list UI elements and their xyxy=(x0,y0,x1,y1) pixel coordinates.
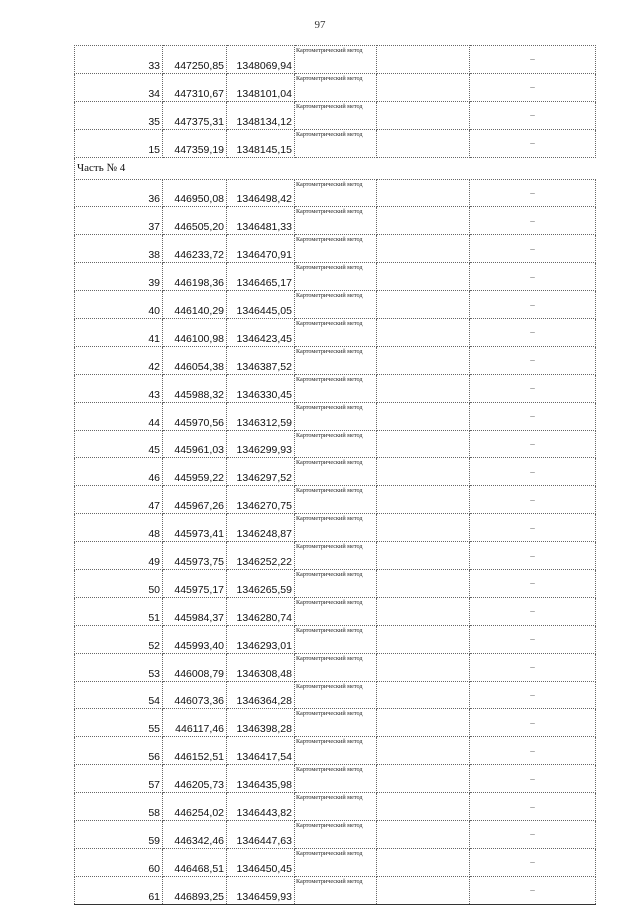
table-row xyxy=(75,821,596,849)
empty-cell xyxy=(377,235,470,263)
empty-cell xyxy=(377,793,470,821)
x-coordinate-cell: 446054,38 xyxy=(163,346,227,374)
table-row xyxy=(75,46,596,74)
empty-cell xyxy=(377,263,470,291)
method-cell: Картометрический метод xyxy=(295,263,377,291)
point-number-cell: 58 xyxy=(75,793,163,821)
y-coordinate-cell: 1346445,05 xyxy=(227,291,295,319)
y-coordinate-cell: 1346447,63 xyxy=(227,821,295,849)
x-coordinate-cell: 446254,02 xyxy=(163,793,227,821)
dash-cell: – xyxy=(470,848,596,876)
table-row xyxy=(75,765,596,793)
table-row xyxy=(75,597,596,625)
table-row xyxy=(75,793,596,821)
empty-cell xyxy=(377,737,470,765)
x-coordinate-cell: 445973,75 xyxy=(163,542,227,570)
table-row xyxy=(75,402,596,430)
method-cell: Картометрический метод xyxy=(295,737,377,765)
x-coordinate-cell: 445959,22 xyxy=(163,458,227,486)
x-coordinate-cell: 446893,25 xyxy=(163,876,227,904)
dash-cell: – xyxy=(470,73,596,101)
y-coordinate-cell: 1346252,22 xyxy=(227,542,295,570)
x-coordinate-cell: 446468,51 xyxy=(163,848,227,876)
table-row xyxy=(75,129,596,157)
table-row xyxy=(75,430,596,458)
dash-cell: – xyxy=(470,346,596,374)
point-number-cell: 59 xyxy=(75,821,163,849)
y-coordinate-cell: 1346435,98 xyxy=(227,765,295,793)
y-coordinate-cell: 1346465,17 xyxy=(227,263,295,291)
point-number-cell: 43 xyxy=(75,374,163,402)
dash-cell: – xyxy=(470,179,596,207)
point-number-cell: 34 xyxy=(75,73,163,101)
y-coordinate-cell: 1348069,94 xyxy=(227,46,295,74)
dash-cell: – xyxy=(470,876,596,904)
empty-cell xyxy=(377,374,470,402)
empty-cell xyxy=(377,681,470,709)
y-coordinate-cell: 1346293,01 xyxy=(227,625,295,653)
x-coordinate-cell: 447310,67 xyxy=(163,73,227,101)
dash-cell: – xyxy=(470,653,596,681)
dash-cell: – xyxy=(470,402,596,430)
x-coordinate-cell: 445973,41 xyxy=(163,514,227,542)
empty-cell xyxy=(377,346,470,374)
point-number-cell: 46 xyxy=(75,458,163,486)
method-cell: Картометрический метод xyxy=(295,570,377,598)
coordinates-table xyxy=(74,45,596,905)
dash-cell: – xyxy=(470,319,596,347)
table-row xyxy=(75,542,596,570)
table-row xyxy=(75,235,596,263)
table-row xyxy=(75,101,596,129)
table-row xyxy=(75,653,596,681)
point-number-cell: 53 xyxy=(75,653,163,681)
table-row xyxy=(75,681,596,709)
point-number-cell: 56 xyxy=(75,737,163,765)
x-coordinate-cell: 446950,08 xyxy=(163,179,227,207)
empty-cell xyxy=(377,848,470,876)
y-coordinate-cell: 1346417,54 xyxy=(227,737,295,765)
dash-cell: – xyxy=(470,101,596,129)
table-row xyxy=(75,486,596,514)
point-number-cell: 54 xyxy=(75,681,163,709)
point-number-cell: 35 xyxy=(75,101,163,129)
table-row xyxy=(75,73,596,101)
empty-cell xyxy=(377,765,470,793)
dash-cell: – xyxy=(470,709,596,737)
table-row xyxy=(75,291,596,319)
point-number-cell: 39 xyxy=(75,263,163,291)
y-coordinate-cell: 1346443,82 xyxy=(227,793,295,821)
x-coordinate-cell: 447359,19 xyxy=(163,129,227,157)
method-cell: Картометрический метод xyxy=(295,848,377,876)
coordinates-table-body xyxy=(75,46,596,905)
dash-cell: – xyxy=(470,597,596,625)
x-coordinate-cell: 446008,79 xyxy=(163,653,227,681)
y-coordinate-cell: 1346265,59 xyxy=(227,570,295,598)
dash-cell: – xyxy=(470,625,596,653)
y-coordinate-cell: 1346459,93 xyxy=(227,876,295,904)
empty-cell xyxy=(377,625,470,653)
empty-cell xyxy=(377,291,470,319)
section-row xyxy=(75,157,596,179)
y-coordinate-cell: 1346398,28 xyxy=(227,709,295,737)
y-coordinate-cell: 1346312,59 xyxy=(227,402,295,430)
point-number-cell: 60 xyxy=(75,848,163,876)
table-row xyxy=(75,709,596,737)
y-coordinate-cell: 1346481,33 xyxy=(227,207,295,235)
dash-cell: – xyxy=(470,291,596,319)
empty-cell xyxy=(377,179,470,207)
point-number-cell: 57 xyxy=(75,765,163,793)
page-number: 97 xyxy=(314,19,326,31)
dash-cell: – xyxy=(470,821,596,849)
point-number-cell: 36 xyxy=(75,179,163,207)
x-coordinate-cell: 445988,32 xyxy=(163,374,227,402)
empty-cell xyxy=(377,129,470,157)
y-coordinate-cell: 1346248,87 xyxy=(227,514,295,542)
y-coordinate-cell: 1346423,45 xyxy=(227,319,295,347)
point-number-cell: 61 xyxy=(75,876,163,904)
dash-cell: – xyxy=(470,486,596,514)
x-coordinate-cell: 446205,73 xyxy=(163,765,227,793)
table-row xyxy=(75,346,596,374)
point-number-cell: 55 xyxy=(75,709,163,737)
method-cell: Картометрический метод xyxy=(295,346,377,374)
y-coordinate-cell: 1346387,52 xyxy=(227,346,295,374)
method-cell: Картометрический метод xyxy=(295,402,377,430)
x-coordinate-cell: 445984,37 xyxy=(163,597,227,625)
method-cell: Картометрический метод xyxy=(295,73,377,101)
method-cell: Картометрический метод xyxy=(295,821,377,849)
dash-cell: – xyxy=(470,681,596,709)
empty-cell xyxy=(377,402,470,430)
method-cell: Картометрический метод xyxy=(295,458,377,486)
empty-cell xyxy=(377,570,470,598)
dash-cell: – xyxy=(470,514,596,542)
method-cell: Картометрический метод xyxy=(295,129,377,157)
point-number-cell: 52 xyxy=(75,625,163,653)
empty-cell xyxy=(377,653,470,681)
point-number-cell: 42 xyxy=(75,346,163,374)
point-number-cell: 49 xyxy=(75,542,163,570)
method-cell: Картометрический метод xyxy=(295,430,377,458)
dash-cell: – xyxy=(470,207,596,235)
method-cell: Картометрический метод xyxy=(295,319,377,347)
empty-cell xyxy=(377,542,470,570)
empty-cell xyxy=(377,319,470,347)
point-number-cell: 40 xyxy=(75,291,163,319)
dash-cell: – xyxy=(470,374,596,402)
x-coordinate-cell: 446505,20 xyxy=(163,207,227,235)
table-row xyxy=(75,514,596,542)
x-coordinate-cell: 447375,31 xyxy=(163,101,227,129)
empty-cell xyxy=(377,73,470,101)
dash-cell: – xyxy=(470,129,596,157)
y-coordinate-cell: 1346498,42 xyxy=(227,179,295,207)
y-coordinate-cell: 1348145,15 xyxy=(227,129,295,157)
x-coordinate-cell: 446073,36 xyxy=(163,681,227,709)
x-coordinate-cell: 446140,29 xyxy=(163,291,227,319)
table-row xyxy=(75,319,596,347)
dash-cell: – xyxy=(470,765,596,793)
dash-cell: – xyxy=(470,542,596,570)
x-coordinate-cell: 445967,26 xyxy=(163,486,227,514)
point-number-cell: 50 xyxy=(75,570,163,598)
method-cell: Картометрический метод xyxy=(295,681,377,709)
table-row xyxy=(75,179,596,207)
point-number-cell: 48 xyxy=(75,514,163,542)
empty-cell xyxy=(377,876,470,904)
method-cell: Картометрический метод xyxy=(295,542,377,570)
empty-cell xyxy=(377,486,470,514)
method-cell: Картометрический метод xyxy=(295,653,377,681)
method-cell: Картометрический метод xyxy=(295,291,377,319)
method-cell: Картометрический метод xyxy=(295,876,377,904)
x-coordinate-cell: 447250,85 xyxy=(163,46,227,74)
dash-cell: – xyxy=(470,46,596,74)
x-coordinate-cell: 446198,36 xyxy=(163,263,227,291)
point-number-cell: 33 xyxy=(75,46,163,74)
dash-cell: – xyxy=(470,263,596,291)
dash-cell: – xyxy=(470,458,596,486)
y-coordinate-cell: 1348101,04 xyxy=(227,73,295,101)
method-cell: Картометрический метод xyxy=(295,101,377,129)
x-coordinate-cell: 446342,46 xyxy=(163,821,227,849)
dash-cell: – xyxy=(470,793,596,821)
empty-cell xyxy=(377,46,470,74)
x-coordinate-cell: 445993,40 xyxy=(163,625,227,653)
y-coordinate-cell: 1346270,75 xyxy=(227,486,295,514)
empty-cell xyxy=(377,597,470,625)
method-cell: Картометрический метод xyxy=(295,235,377,263)
table-row xyxy=(75,458,596,486)
y-coordinate-cell: 1346308,48 xyxy=(227,653,295,681)
point-number-cell: 38 xyxy=(75,235,163,263)
empty-cell xyxy=(377,709,470,737)
method-cell: Картометрический метод xyxy=(295,374,377,402)
y-coordinate-cell: 1346297,52 xyxy=(227,458,295,486)
empty-cell xyxy=(377,821,470,849)
x-coordinate-cell: 445975,17 xyxy=(163,570,227,598)
method-cell: Картометрический метод xyxy=(295,597,377,625)
dash-cell: – xyxy=(470,570,596,598)
method-cell: Картометрический метод xyxy=(295,46,377,74)
empty-cell xyxy=(377,207,470,235)
x-coordinate-cell: 446100,98 xyxy=(163,319,227,347)
method-cell: Картометрический метод xyxy=(295,793,377,821)
method-cell: Картометрический метод xyxy=(295,765,377,793)
x-coordinate-cell: 446117,46 xyxy=(163,709,227,737)
y-coordinate-cell: 1346364,28 xyxy=(227,681,295,709)
y-coordinate-cell: 1346330,45 xyxy=(227,374,295,402)
dash-cell: – xyxy=(470,430,596,458)
y-coordinate-cell: 1346470,91 xyxy=(227,235,295,263)
x-coordinate-cell: 445970,56 xyxy=(163,402,227,430)
point-number-cell: 41 xyxy=(75,319,163,347)
table-row xyxy=(75,737,596,765)
y-coordinate-cell: 1346450,45 xyxy=(227,848,295,876)
table-row xyxy=(75,263,596,291)
method-cell: Картометрический метод xyxy=(295,514,377,542)
point-number-cell: 51 xyxy=(75,597,163,625)
table-row xyxy=(75,876,596,904)
empty-cell xyxy=(377,101,470,129)
point-number-cell: 37 xyxy=(75,207,163,235)
table-row xyxy=(75,848,596,876)
empty-cell xyxy=(377,458,470,486)
table-row xyxy=(75,570,596,598)
empty-cell xyxy=(377,514,470,542)
method-cell: Картометрический метод xyxy=(295,207,377,235)
point-number-cell: 44 xyxy=(75,402,163,430)
x-coordinate-cell: 445961,03 xyxy=(163,430,227,458)
dash-cell: – xyxy=(470,235,596,263)
dash-cell: – xyxy=(470,737,596,765)
y-coordinate-cell: 1346299,93 xyxy=(227,430,295,458)
method-cell: Картометрический метод xyxy=(295,709,377,737)
method-cell: Картометрический метод xyxy=(295,179,377,207)
table-row xyxy=(75,625,596,653)
point-number-cell: 15 xyxy=(75,129,163,157)
y-coordinate-cell: 1348134,12 xyxy=(227,101,295,129)
section-title: Часть № 4 xyxy=(75,157,596,179)
point-number-cell: 47 xyxy=(75,486,163,514)
method-cell: Картометрический метод xyxy=(295,625,377,653)
x-coordinate-cell: 446233,72 xyxy=(163,235,227,263)
method-cell: Картометрический метод xyxy=(295,486,377,514)
table-row xyxy=(75,207,596,235)
y-coordinate-cell: 1346280,74 xyxy=(227,597,295,625)
point-number-cell: 45 xyxy=(75,430,163,458)
empty-cell xyxy=(377,430,470,458)
x-coordinate-cell: 446152,51 xyxy=(163,737,227,765)
table-row xyxy=(75,374,596,402)
